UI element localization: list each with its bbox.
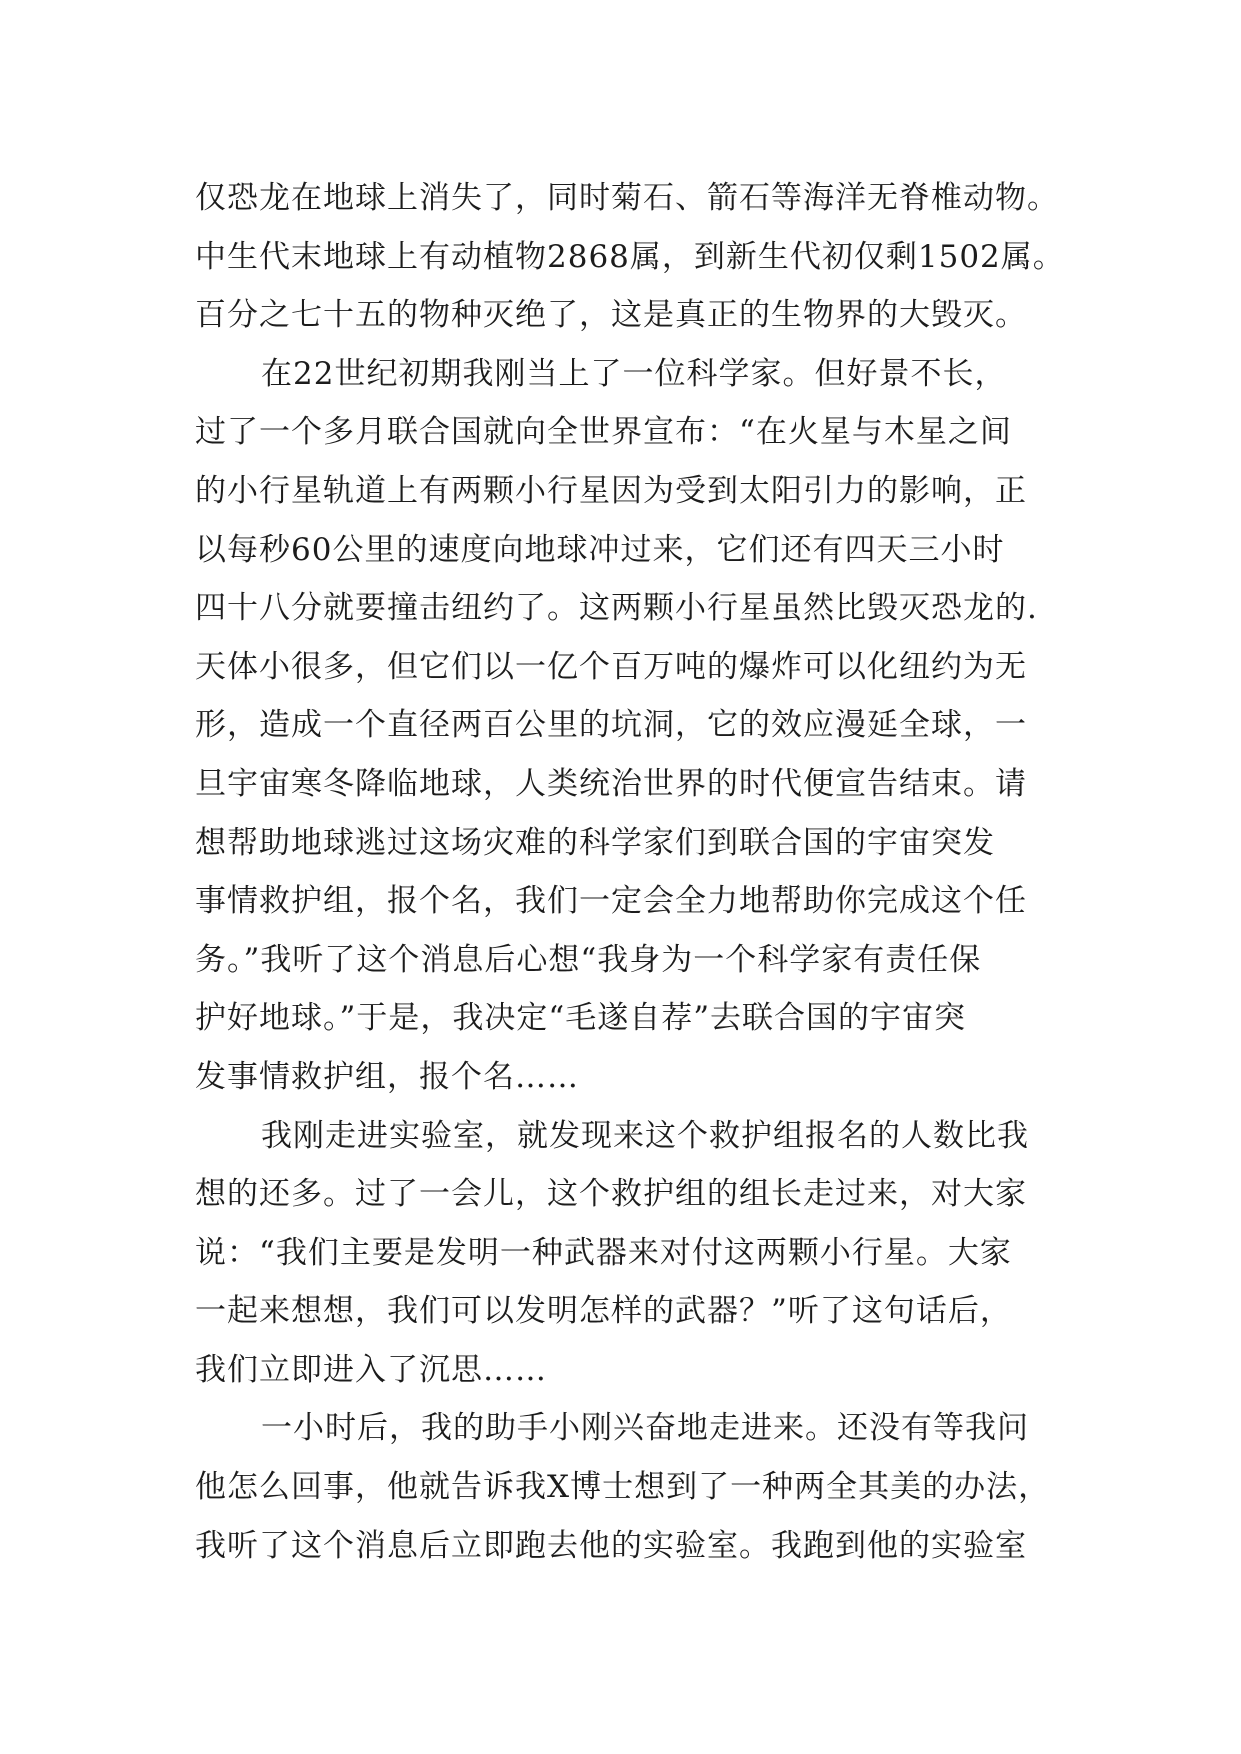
text-line: 一起来想想，我们可以发明怎样的武器？”听了这句话后， — [195, 1293, 1012, 1330]
text-line: 我听了这个消息后立即跑去他的实验室。我跑到他的实验室 — [195, 1527, 1027, 1564]
text-line: 发事情救护组，报个名…… — [195, 1058, 579, 1095]
text-line: 旦宇宙寒冬降临地球，人类统治世界的时代便宣告结束。请 — [195, 765, 1027, 802]
text-line: 想的还多。过了一会儿，这个救护组的组长走过来，对大家 — [195, 1176, 1027, 1213]
text-line: 四十八分就要撞击纽约了。这两颗小行星虽然比毁灭恐龙的. — [195, 590, 1038, 627]
text-line: 想帮助地球逃过这场灾难的科学家们到联合国的宇宙突发 — [195, 824, 995, 861]
text-line: 事情救护组，报个名，我们一定会全力地帮助你完成这个任 — [195, 883, 1027, 920]
text-line: 百分之七十五的物种灭绝了，这是真正的生物界的大毁灭。 — [195, 297, 1027, 334]
text-line: 务。”我听了这个消息后心想“我身为一个科学家有责任保 — [195, 941, 982, 978]
body-text — [195, 169, 1065, 1575]
text-line: 的小行星轨道上有两颗小行星因为受到太阳引力的影响，正 — [195, 472, 1027, 509]
text-line: 护好地球。”于是，我决定“毛遂自荐”去联合国的宇宙突 — [195, 1000, 967, 1037]
text-line: 他怎么回事，他就告诉我X博士想到了一种两全其美的办法， — [195, 1469, 1051, 1506]
text-line: 中生代末地球上有动植物2868属，到新生代初仅剩1502属。 — [195, 238, 1065, 275]
text-line: 说：“我们主要是发明一种武器来对付这两颗小行星。大家 — [195, 1234, 1012, 1271]
paragraph-first-line: 我刚走进实验室，就发现来这个救护组报名的人数比我 — [261, 1117, 1029, 1154]
text-line: 我们立即进入了沉思…… — [195, 1351, 547, 1388]
text-line: 形，造成一个直径两百公里的坑洞，它的效应漫延全球，一 — [195, 707, 1027, 744]
paragraph-first-line: 一小时后，我的助手小刚兴奋地走进来。还没有等我问 — [261, 1410, 1029, 1447]
text-line: 天体小很多，但它们以一亿个百万吨的爆炸可以化纽约为无 — [195, 648, 1027, 685]
text-line: 以每秒60公里的速度向地球冲过来，它们还有四天三小时 — [195, 531, 1005, 568]
text-line: 过了一个多月联合国就向全世界宣布：“在火星与木星之间 — [195, 414, 1012, 451]
text-line: 仅恐龙在地球上消失了，同时菊石、箭石等海洋无脊椎动物。 — [195, 180, 1059, 216]
paragraph-first-line: 在22世纪初期我刚当上了一位科学家。但好景不长， — [261, 355, 1007, 392]
